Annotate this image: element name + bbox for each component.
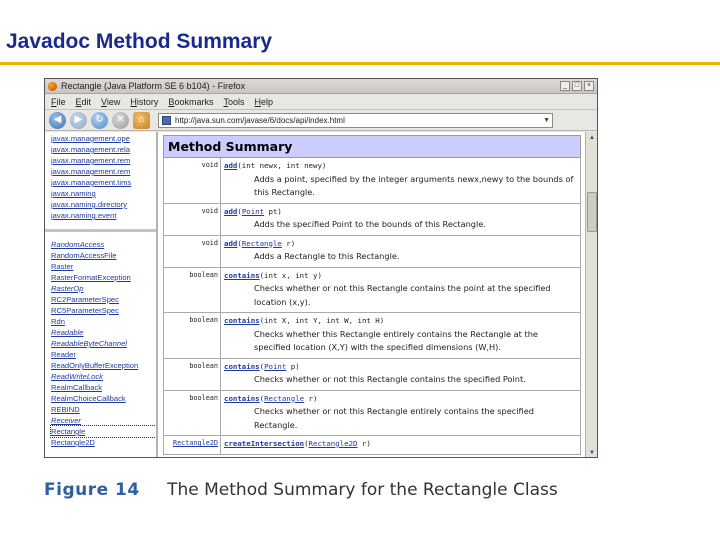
method-name-link[interactable]: add [224, 238, 238, 248]
param-type-link[interactable]: Rectangle2D [308, 439, 358, 448]
method-params-close: r) [281, 238, 296, 248]
return-type: boolean [164, 267, 221, 313]
method-row [164, 203, 581, 235]
class-link[interactable]: ReadableByteChannel [51, 339, 127, 348]
method-name-link[interactable]: add [224, 161, 238, 170]
method-cell [221, 436, 581, 455]
method-params-close: r) [357, 439, 371, 448]
method-name-link[interactable]: contains [224, 361, 260, 371]
package-link[interactable]: javax.management.ope [51, 134, 130, 143]
method-summary-heading: Method Summary [164, 136, 581, 158]
param-type-link[interactable]: Rectangle [241, 238, 282, 248]
class-link[interactable]: RC5ParameterSpec [51, 306, 119, 315]
method-cell [221, 158, 581, 204]
class-link[interactable]: RealmCallback [51, 383, 103, 392]
method-params-close: r) [304, 393, 318, 403]
slide-title: Javadoc Method Summary [6, 30, 273, 53]
return-type: boolean [164, 358, 221, 390]
class-link[interactable]: Receiver [51, 416, 81, 425]
method-description: Checks whether this Rectangle entirely contains the Rectangle at the specified location (X,Y) with the specified dimensions (W,H). [254, 328, 538, 352]
menu-tools[interactable]: Tools [223, 96, 245, 107]
site-favicon-icon [162, 116, 171, 125]
back-icon[interactable]: ◀ [49, 112, 66, 129]
package-link[interactable]: javax.naming.event [51, 211, 117, 220]
method-params-open: ( [259, 361, 265, 371]
method-signature [224, 314, 577, 328]
package-link[interactable]: javax.management.rem [51, 167, 131, 176]
menu-bookmarks[interactable]: Bookmarks [168, 96, 214, 107]
class-link[interactable]: RealmChoiceCallback [51, 394, 126, 403]
method-name-link[interactable]: add [224, 206, 238, 216]
window-controls [560, 81, 594, 91]
method-params-close: p) [286, 361, 300, 371]
figure-label: Figure 14 [44, 480, 140, 500]
return-type: void [164, 203, 221, 235]
return-type: void [164, 158, 221, 204]
menu-help[interactable]: Help [254, 96, 273, 107]
class-detail-frame [160, 132, 587, 458]
menu-history[interactable]: History [130, 96, 159, 107]
class-link[interactable]: RC2ParameterSpec [51, 295, 119, 304]
menu-file[interactable]: File [51, 96, 66, 107]
javadoc-navigation-frames [45, 132, 158, 458]
method-params: (int newx, int newy) [237, 161, 327, 170]
menu-view[interactable]: View [101, 96, 121, 107]
method-name-link[interactable]: contains [224, 316, 260, 325]
package-link[interactable]: javax.management.rela [51, 145, 130, 154]
method-row [164, 313, 581, 359]
method-params: (int x, int y) [259, 270, 322, 280]
minimize-icon[interactable]: _ [560, 81, 570, 91]
method-row [164, 436, 581, 455]
method-cell [221, 235, 581, 267]
url-text: http://java.sun.com/javase/6/docs/api/index.html [175, 115, 345, 125]
method-signature [224, 392, 577, 406]
method-row [164, 158, 581, 204]
firefox-icon [48, 82, 57, 91]
class-link[interactable]: RandomAccessFile [51, 251, 117, 260]
forward-icon[interactable]: ▶ [70, 112, 87, 129]
method-signature [224, 437, 577, 451]
class-link[interactable]: ReadOnlyBufferException [51, 361, 139, 370]
url-bar[interactable] [158, 113, 553, 128]
class-link[interactable]: REBIND [51, 405, 80, 414]
home-icon[interactable]: ⌂ [133, 112, 150, 129]
figure-caption-text: The Method Summary for the Rectangle Class [167, 480, 558, 500]
menu-edit[interactable]: Edit [75, 96, 92, 107]
return-type: void [164, 235, 221, 267]
method-name-link[interactable]: createIntersection [224, 439, 305, 448]
method-params-open: ( [304, 439, 309, 448]
figure-caption [44, 480, 558, 500]
class-link[interactable]: Reader [51, 350, 76, 359]
class-link[interactable]: RasterFormatException [51, 273, 131, 282]
method-params: (int X, int Y, int W, int H) [259, 316, 385, 325]
scrollbar-thumb[interactable] [587, 192, 597, 232]
package-link[interactable]: javax.management.tims [51, 178, 132, 187]
method-description: Adds a Rectangle to this Rectangle. [254, 251, 400, 261]
method-cell [221, 358, 581, 390]
method-row [164, 235, 581, 267]
method-signature [224, 269, 577, 283]
method-params-close: pt) [264, 206, 282, 216]
stop-icon[interactable]: ✕ [112, 112, 129, 129]
class-link[interactable]: Rectangle2D [51, 438, 95, 447]
menu-bar [45, 94, 597, 109]
method-description: Adds a point, specified by the integer arguments newx,newy to the bounds of this Rectangle. [254, 173, 574, 197]
package-list-frame [45, 132, 156, 232]
method-row [164, 358, 581, 390]
return-type: boolean [164, 390, 221, 436]
class-link[interactable]: Rdn [51, 317, 65, 326]
scroll-down-icon[interactable]: ▼ [589, 450, 595, 456]
method-signature [224, 205, 577, 219]
page-content [45, 132, 597, 458]
method-name-link[interactable]: contains [224, 393, 260, 403]
method-row [164, 390, 581, 436]
method-cell [221, 267, 581, 313]
class-link[interactable]: RandomAccess [51, 240, 105, 249]
title-divider [0, 62, 720, 65]
method-signature [224, 360, 577, 374]
param-type-link[interactable]: Rectangle [264, 393, 305, 403]
url-dropdown-icon[interactable]: ▼ [543, 116, 550, 124]
package-link[interactable]: javax.management.rem [51, 156, 131, 165]
method-summary-table [163, 135, 581, 455]
window-titlebar [45, 79, 597, 94]
class-link[interactable]: RasterOp [51, 284, 84, 293]
close-icon[interactable]: × [584, 81, 594, 91]
method-description: Checks whether or not this Rectangle contains the point at the specified location (x,y). [254, 283, 551, 307]
method-name-link[interactable]: contains [224, 270, 260, 280]
method-description: Adds the specified Point to the bounds of this Rectangle. [254, 219, 486, 229]
package-link[interactable]: javax.naming [51, 189, 96, 198]
method-description: Checks whether or not this Rectangle contains the specified Point. [254, 374, 526, 384]
method-params-open: ( [259, 393, 265, 403]
navigation-toolbar [45, 109, 597, 131]
param-type-link[interactable]: Point [241, 206, 265, 216]
method-description: Checks whether or not this Rectangle entirely contains the specified Rectangle. [254, 406, 534, 430]
class-link[interactable]: Readable [51, 328, 84, 337]
method-signature [224, 159, 577, 173]
maximize-icon[interactable]: □ [572, 81, 582, 91]
class-link-selected[interactable]: Rectangle [51, 426, 156, 437]
method-params-open: ( [237, 238, 242, 248]
class-link[interactable]: Raster [51, 262, 74, 271]
window-title: Rectangle (Java Platform SE 6 b104) - Firefox [61, 81, 246, 91]
method-cell [221, 203, 581, 235]
vertical-scrollbar[interactable] [585, 132, 597, 458]
method-cell [221, 390, 581, 436]
return-type[interactable]: Rectangle2D [164, 436, 221, 455]
method-signature [224, 237, 577, 251]
browser-window [44, 78, 598, 458]
class-list-frame [45, 239, 156, 458]
package-link[interactable]: javax.naming.directory [51, 200, 127, 209]
method-params-open: ( [237, 206, 242, 216]
reload-icon[interactable]: ↻ [91, 112, 108, 129]
class-link[interactable]: ReadWriteLock [51, 372, 103, 381]
param-type-link[interactable]: Point [264, 361, 287, 371]
method-cell [221, 313, 581, 359]
return-type: boolean [164, 313, 221, 359]
method-row [164, 267, 581, 313]
scroll-up-icon[interactable]: ▲ [589, 135, 595, 141]
